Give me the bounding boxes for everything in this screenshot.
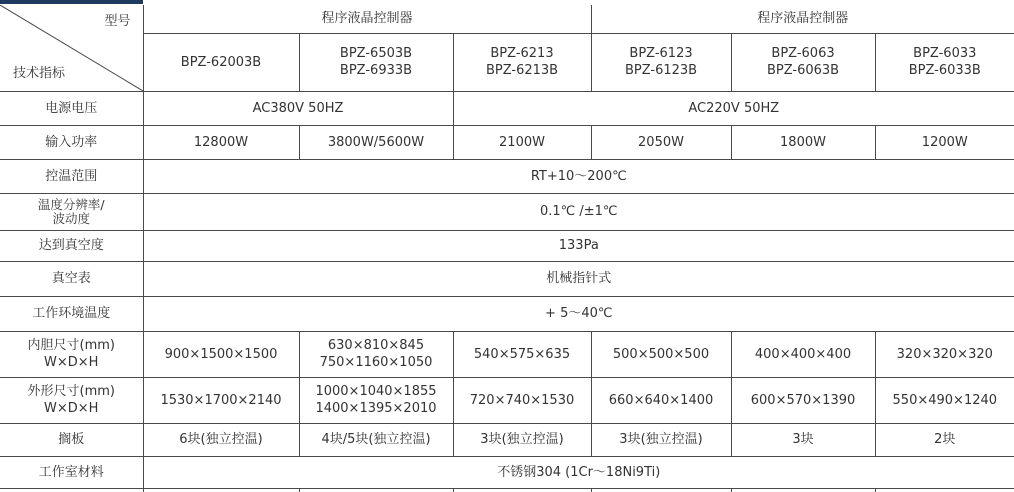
material-row	[0, 456, 1014, 488]
cell-line: 600×570×1390	[750, 392, 856, 408]
model-cell	[875, 33, 1014, 91]
header-row-group	[0, 5, 1014, 33]
model-cell	[591, 33, 731, 91]
table-cell	[875, 488, 1014, 492]
table-cell: 2块	[875, 423, 1014, 456]
header-accent-bar	[0, 0, 143, 4]
model-cell	[453, 33, 591, 91]
table-cell	[299, 377, 453, 423]
model-name: BPZ-6033	[913, 46, 977, 61]
table-cell	[591, 331, 731, 377]
voltage-row	[0, 91, 1014, 125]
cell-line: 550×490×1240	[892, 392, 998, 408]
table-cell: 133Pa	[143, 230, 1014, 261]
row-label-line: 内胆尺寸(mm)	[27, 338, 115, 353]
power-row	[0, 125, 1014, 159]
model-name: BPZ-6123	[629, 46, 693, 61]
row-label: 工作环境温度	[0, 296, 143, 331]
header-corner-cell	[0, 5, 143, 91]
model-name: BPZ-6933B	[339, 63, 413, 78]
cell-line: 720×740×1530	[469, 392, 575, 408]
table-cell	[875, 377, 1014, 423]
row-label	[0, 331, 143, 377]
model-row	[0, 33, 1014, 91]
corner-spec-label: 技术指标	[13, 65, 66, 81]
row-label-line: W×D×H	[44, 355, 99, 370]
vacuum-row	[0, 230, 1014, 261]
model-name: BPZ-6123B	[624, 63, 698, 78]
model-name: BPZ-6213	[490, 46, 554, 61]
table-cell	[299, 488, 453, 492]
table-cell: + 5～40℃	[143, 296, 1014, 331]
row-label	[0, 193, 143, 230]
table-cell: 3块(独立控温)	[591, 423, 731, 456]
row-label: 搁板	[0, 423, 143, 456]
cell-line: 1530×1700×2140	[160, 392, 282, 408]
table-cell	[731, 331, 875, 377]
table-cell	[591, 488, 731, 492]
table-cell	[143, 488, 299, 492]
row-label: 真空表	[0, 261, 143, 296]
model-name: BPZ-6503B	[339, 46, 413, 61]
table-cell: 1200W	[875, 125, 1014, 159]
table-cell	[299, 331, 453, 377]
model-name: BPZ-62003B	[180, 54, 262, 70]
inner-size-row	[0, 331, 1014, 377]
table-cell	[453, 377, 591, 423]
cell-line: 540×575×635	[473, 346, 571, 362]
table-cell: 6块(独立控温)	[143, 423, 299, 456]
resolution-row	[0, 193, 1014, 230]
group-header-left: 程序液晶控制器	[143, 5, 591, 33]
table-cell	[453, 488, 591, 492]
cell-line: 400×400×400	[754, 346, 852, 362]
cell-line: 900×1500×1500	[164, 346, 278, 362]
table-cell	[0, 488, 143, 492]
table-cell: AC220V 50HZ	[453, 91, 1014, 125]
model-name: BPZ-6063B	[766, 63, 840, 78]
outer-size-row	[0, 377, 1014, 423]
table-cell	[731, 377, 875, 423]
row-label: 输入功率	[0, 125, 143, 159]
gauge-row	[0, 261, 1014, 296]
table-cell: 2050W	[591, 125, 731, 159]
cell-line: 660×640×1400	[608, 392, 714, 408]
table-cell	[143, 377, 299, 423]
table-cell: 3800W/5600W	[299, 125, 453, 159]
cell-line: 630×810×845	[327, 338, 425, 353]
row-label-line: 外形尺寸(mm)	[27, 384, 115, 399]
table-cell: 12800W	[143, 125, 299, 159]
table-cell: 不锈钢304 (1Cr～18Ni9Ti)	[143, 456, 1014, 488]
table-cell: 4块/5块(独立控温)	[299, 423, 453, 456]
ambient-row	[0, 296, 1014, 331]
table-cell	[731, 488, 875, 492]
cell-line: 1000×1040×1855	[315, 384, 437, 399]
table-cell: RT+10～200℃	[143, 159, 1014, 193]
row-label-line: 温度分辨率/	[37, 196, 105, 212]
cell-line: 750×1160×1050	[319, 355, 433, 370]
table-cell: 0.1℃ /±1℃	[143, 193, 1014, 230]
model-cell	[299, 33, 453, 91]
cut-off-row	[0, 488, 1014, 492]
cell-line: 1400×1395×2010	[315, 401, 437, 416]
table-cell: 1800W	[731, 125, 875, 159]
row-label: 达到真空度	[0, 230, 143, 261]
table-cell: 机械指针式	[143, 261, 1014, 296]
table-cell: 2100W	[453, 125, 591, 159]
table-cell	[453, 331, 591, 377]
table-cell	[591, 377, 731, 423]
model-name: BPZ-6213B	[485, 63, 559, 78]
table-cell	[875, 331, 1014, 377]
cell-line: 320×320×320	[896, 346, 993, 362]
model-cell	[143, 33, 299, 91]
row-label: 工作室材料	[0, 456, 143, 488]
table-cell	[143, 331, 299, 377]
temp-range-row	[0, 159, 1014, 193]
row-label: 电源电压	[0, 91, 143, 125]
spec-table	[0, 5, 1014, 492]
row-label-line: W×D×H	[44, 401, 99, 416]
row-label: 控温范围	[0, 159, 143, 193]
group-header-right: 程序液晶控制器	[591, 5, 1014, 33]
table-cell: 3块(独立控温)	[453, 423, 591, 456]
model-cell	[731, 33, 875, 91]
model-name: BPZ-6063	[771, 46, 835, 61]
cell-line: 500×500×500	[612, 346, 710, 362]
row-label	[0, 377, 143, 423]
table-cell: AC380V 50HZ	[143, 91, 453, 125]
row-label-line: 波动度	[52, 210, 90, 226]
corner-model-label: 型号	[104, 14, 131, 29]
table-cell: 3块	[731, 423, 875, 456]
shelves-row	[0, 423, 1014, 456]
model-name: BPZ-6033B	[908, 63, 981, 78]
